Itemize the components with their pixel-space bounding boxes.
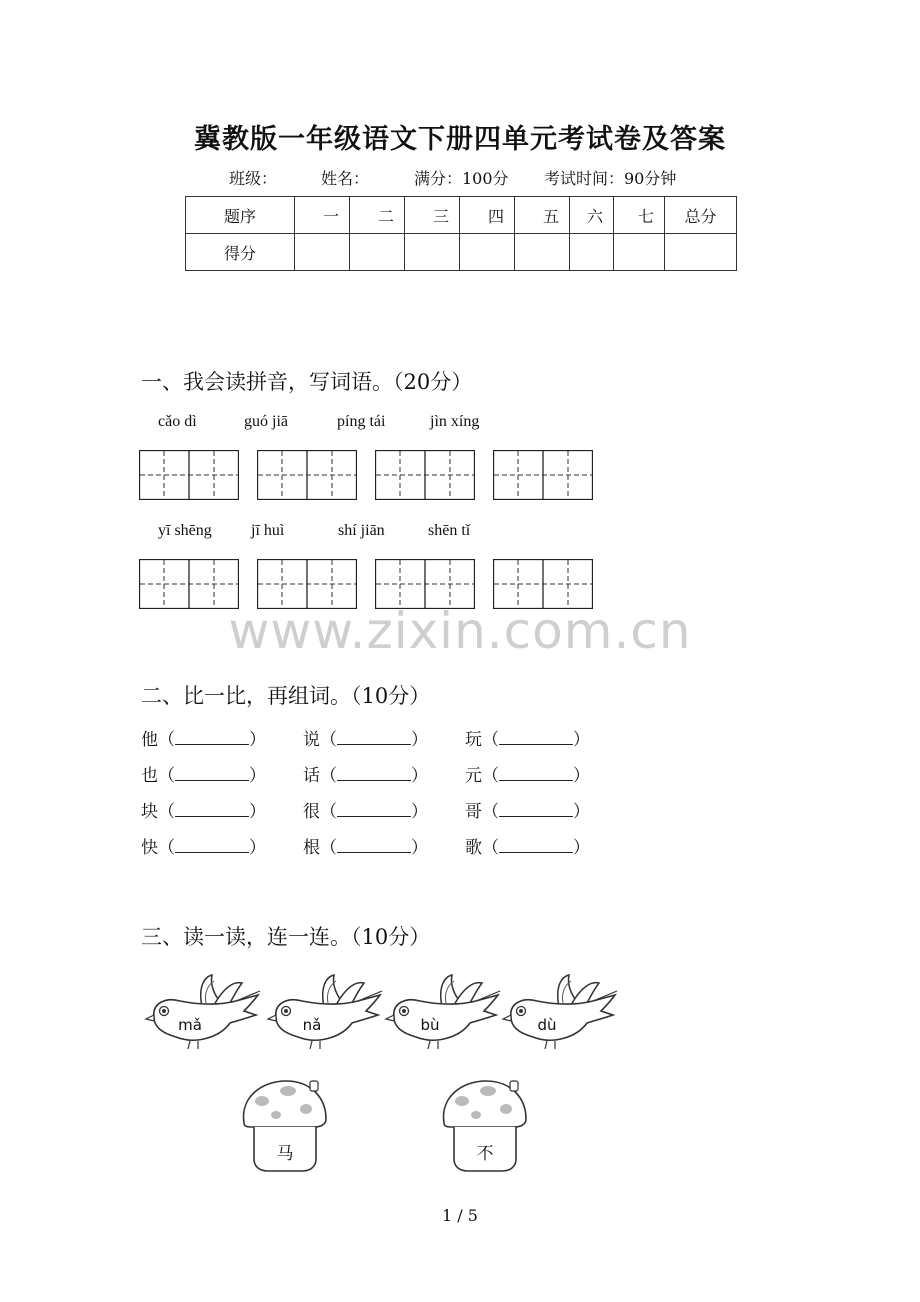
answer-blank[interactable] [499, 766, 573, 781]
bird-pinyin: mǎ [178, 1016, 202, 1034]
char: 快 [141, 838, 158, 858]
header-cell: 四 [460, 197, 515, 234]
writing-grid[interactable] [139, 450, 239, 500]
score-table [185, 196, 737, 271]
answer-blank[interactable] [499, 802, 573, 817]
writing-grid[interactable] [257, 450, 357, 500]
bird-pinyin: dù [537, 1016, 557, 1034]
pinyin-label: yī shēng [158, 522, 212, 539]
answer-blank[interactable] [337, 766, 411, 781]
header-cell: 一 [295, 197, 350, 234]
exam-time: 考试时间：90分钟 [544, 169, 677, 188]
pinyin-label: shēn tǐ [428, 522, 471, 539]
score-cell[interactable] [460, 234, 515, 271]
char: 他 [141, 730, 158, 750]
answer-blank[interactable] [337, 730, 411, 745]
answer-blank[interactable] [337, 802, 411, 817]
watermark: www.zixin.com.cn [228, 602, 692, 660]
matching-illustration [140, 965, 630, 1175]
bird-icon[interactable] [268, 975, 382, 1049]
char: 块 [141, 802, 158, 822]
mushroom-icon[interactable] [444, 1081, 526, 1171]
bird-icon[interactable] [386, 975, 500, 1049]
char: 元 [465, 766, 482, 786]
header-cell: 二 [350, 197, 405, 234]
pinyin-label: shí jiān [338, 522, 385, 539]
pinyin-label: cǎo dì [158, 413, 197, 430]
section3-title: 三、读一读，连一连。（10分） [141, 925, 431, 949]
word-row: 也（ ） 话（ ） 元（ ） [141, 766, 590, 786]
pinyin-label: jī huì [251, 522, 285, 539]
char: 根 [303, 838, 320, 858]
char: 歌 [465, 838, 482, 858]
word-row: 块（ ） 很（ ） 哥（ ） [141, 802, 590, 822]
writing-grid[interactable] [493, 450, 593, 500]
answer-blank[interactable] [337, 838, 411, 853]
score-table-header-row [186, 197, 737, 234]
score-table-score-row [186, 234, 737, 271]
pinyin-label: guó jiā [244, 413, 288, 430]
score-cell[interactable] [295, 234, 350, 271]
score-cell[interactable] [665, 234, 737, 271]
header-cell: 六 [570, 197, 614, 234]
score-cell[interactable] [614, 234, 665, 271]
score-cell[interactable] [350, 234, 405, 271]
answer-blank[interactable] [175, 838, 249, 853]
pinyin-label: jìn xíng [430, 413, 480, 430]
page-title: 冀教版一年级语文下册四单元考试卷及答案 [194, 124, 726, 155]
score-cell[interactable] [515, 234, 570, 271]
mushroom-icon[interactable] [244, 1081, 326, 1171]
header-cell: 五 [515, 197, 570, 234]
class-label: 班级： [229, 169, 278, 188]
header-cell: 七 [614, 197, 665, 234]
answer-blank[interactable] [499, 838, 573, 853]
answer-blank[interactable] [175, 802, 249, 817]
answer-blank[interactable] [175, 766, 249, 781]
header-cell: 三 [405, 197, 460, 234]
word-row: 他（ ） 说（ ） 玩（ ） [141, 730, 590, 750]
mushroom-char: 马 [276, 1144, 294, 1164]
score-cell[interactable] [570, 234, 614, 271]
header-cell: 总分 [665, 197, 737, 234]
answer-blank[interactable] [499, 730, 573, 745]
bird-icon[interactable] [146, 975, 260, 1049]
score-cell[interactable] [405, 234, 460, 271]
bird-pinyin: nǎ [302, 1016, 322, 1034]
char: 玩 [465, 730, 482, 750]
section1-title: 一、我会读拼音，写词语。（20分） [141, 370, 473, 394]
char: 话 [303, 766, 320, 786]
row-label: 得分 [186, 234, 295, 271]
char: 很 [303, 802, 320, 822]
header-cell: 题序 [186, 197, 295, 234]
answer-blank[interactable] [175, 730, 249, 745]
word-row: 快（ ） 根（ ） 歌（ ） [141, 838, 590, 858]
char: 也 [141, 766, 158, 786]
writing-grid[interactable] [375, 450, 475, 500]
bird-icon[interactable] [503, 975, 617, 1049]
bird-pinyin: bù [420, 1016, 440, 1034]
char: 说 [303, 730, 320, 750]
page-number: 1 / 5 [442, 1206, 478, 1225]
pinyin-label: píng tái [337, 413, 386, 430]
mushroom-char: 不 [476, 1144, 494, 1164]
name-label: 姓名： [321, 169, 370, 188]
char: 哥 [465, 802, 482, 822]
full-score: 满分：100分 [414, 169, 509, 188]
section2-title: 二、比一比，再组词。（10分） [141, 684, 431, 708]
